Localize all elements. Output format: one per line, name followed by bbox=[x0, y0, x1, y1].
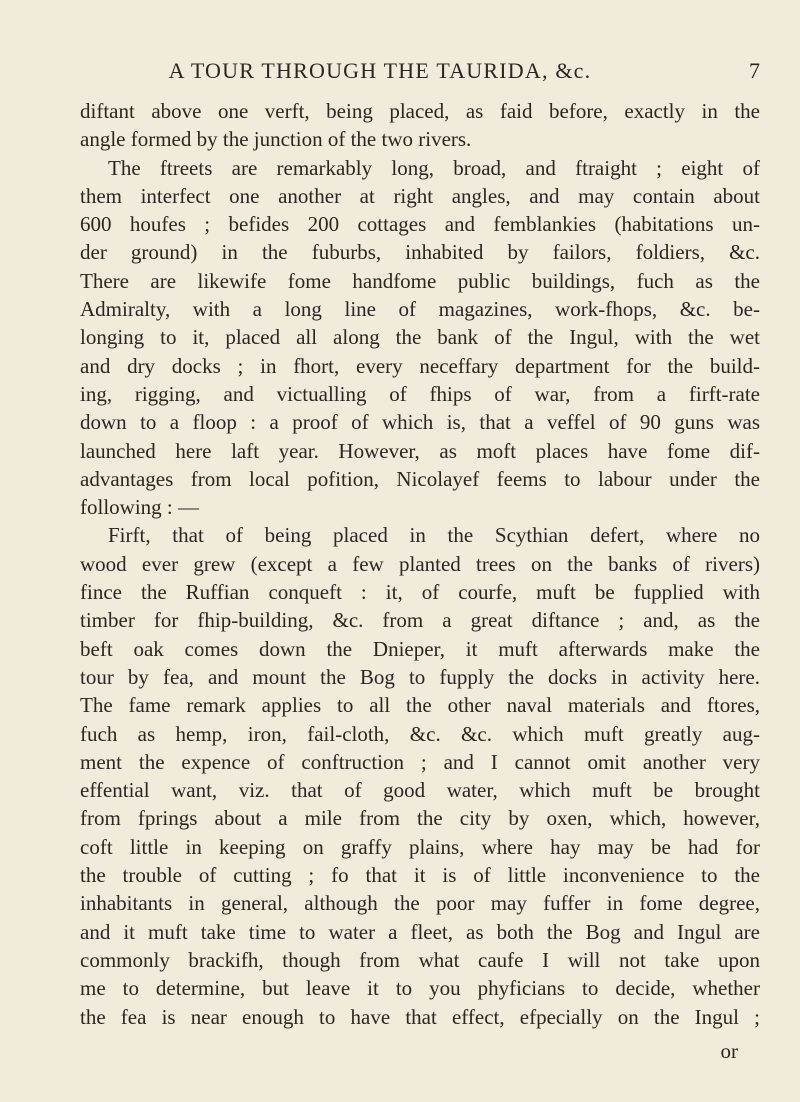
text-line: from fprings about a mile from the city by oxen, which, however, bbox=[80, 806, 760, 831]
text-line: ment the expence of conftruction ; and I cannot omit another very bbox=[80, 749, 760, 774]
text-line: advantages from local pofition, Nicolayef feems to labour under the bbox=[80, 466, 760, 491]
page-number: 7 bbox=[749, 58, 760, 83]
text-line: beft oak comes down the Dnieper, it muft afterwards make the bbox=[80, 636, 760, 661]
text-line: coft little in keeping on graffy plains, where hay may be had for bbox=[80, 834, 760, 859]
text-line: ing, rigging, and victualling of fhips of war, from a firft-rate bbox=[80, 381, 760, 406]
text-line: There are likewife fome handfome public buildings, fuch as the bbox=[80, 268, 760, 293]
text-line: Admiralty, with a long line of magazines, work-fhops, &c. be- bbox=[80, 297, 760, 322]
text-line: der ground) in the fuburbs, inhabited by failors, foldiers, &c. bbox=[80, 240, 760, 265]
text-line: and it muft take time to water a fleet, as both the Bog and Ingul are bbox=[80, 919, 760, 944]
text-line: The ftreets are remarkably long, broad, and ftraight ; eight of bbox=[108, 155, 760, 180]
text-line: effential want, viz. that of good water, which muft be brought bbox=[80, 778, 760, 803]
text-line: 600 houfes ; befides 200 cottages and femblankies (habitations un- bbox=[80, 212, 760, 237]
text-line: following : — bbox=[80, 495, 199, 520]
text-line: longing to it, placed all along the bank of the Ingul, with the wet bbox=[80, 325, 760, 350]
text-line: the fea is near enough to have that effect, efpecially on the Ingul ; bbox=[80, 1004, 760, 1029]
text-line: commonly brackifh, though from what caufe I will not take upon bbox=[80, 947, 760, 972]
text-line: down to a floop : a proof of which is, that a veffel of 90 guns was bbox=[80, 410, 760, 435]
text-line: fince the Ruffian conqueft : it, of courfe, muft be fupplied with bbox=[80, 580, 760, 605]
text-line: The fame remark applies to all the other naval materials and ftores, bbox=[80, 693, 760, 718]
text-line: launched here laft year. However, as moft places have fome dif- bbox=[80, 438, 760, 463]
text-line: them interfect one another at right angles, and may contain about bbox=[80, 183, 760, 208]
text-line: tour by fea, and mount the Bog to fupply the docks in activity here. bbox=[80, 664, 760, 689]
text-line: fuch as hemp, iron, fail-cloth, &c. &c. which muft greatly aug- bbox=[80, 721, 760, 746]
text-line: and dry docks ; in fhort, every neceffary department for the build- bbox=[80, 353, 760, 378]
running-title: A TOUR THROUGH THE TAURIDA, &c. bbox=[168, 58, 592, 83]
text-line: me to determine, but leave it to you phyficians to decide, whether bbox=[80, 976, 760, 1001]
running-head bbox=[80, 58, 760, 88]
catchword: or bbox=[720, 1039, 738, 1063]
text-line: the trouble of cutting ; fo that it is of little inconvenience to the bbox=[80, 863, 760, 888]
text-line: diftant above one verft, being placed, as faid before, exactly in the bbox=[80, 99, 760, 123]
text-line: timber for fhip-building, &c. from a great diftance ; and, as the bbox=[80, 608, 760, 633]
text-line: wood ever grew (except a few planted trees on the banks of rivers) bbox=[80, 551, 760, 576]
body-text bbox=[80, 97, 760, 1031]
text-line: inhabitants in general, although the poor may fuffer in fome degree, bbox=[80, 891, 760, 916]
text-line: Firft, that of being placed in the Scythian defert, where no bbox=[108, 523, 760, 548]
text-line: angle formed by the junction of the two rivers. bbox=[80, 127, 472, 152]
